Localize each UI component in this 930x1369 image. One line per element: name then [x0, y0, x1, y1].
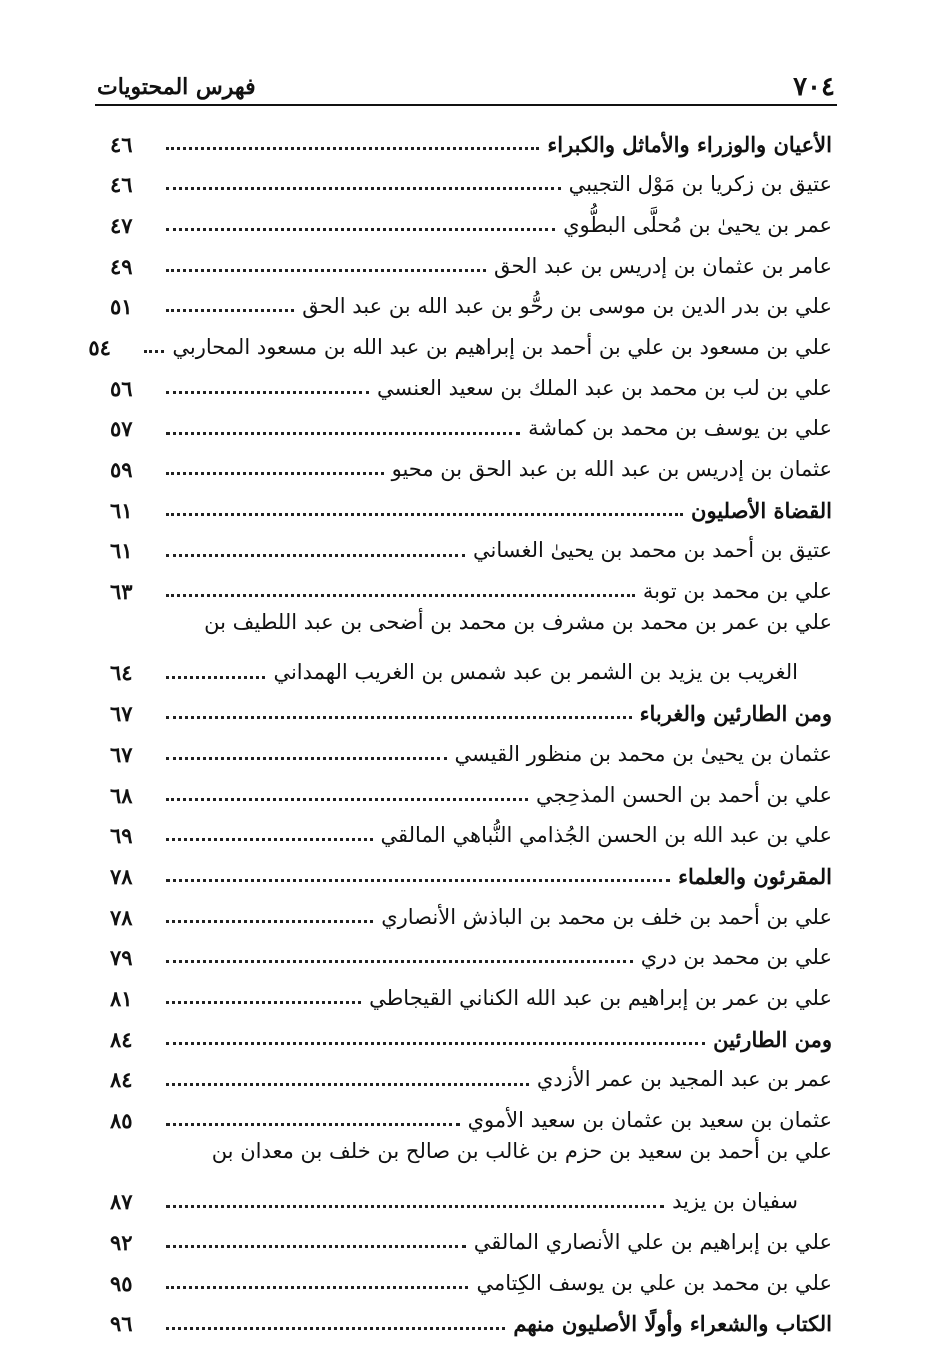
table-of-contents [88, 118, 832, 1339]
toc-entry [110, 972, 832, 1013]
dot-leader [166, 1001, 361, 1004]
toc-entry-title: علي بن عبد الله بن الحسن الجُذامي النُّباهي المالقي [380, 823, 832, 848]
toc-entry-title: علي بن بدر الدين بن موسى بن رحُّو بن عبد الله بن عبد الحق [302, 294, 832, 319]
toc-entry-title: علي بن مسعود بن علي بن أحمد بن إبراهيم بن عبد الله بن مسعود المحاربي [172, 334, 832, 359]
toc-section-heading [110, 850, 832, 891]
toc-entry-title: علي بن محمد بن توبة [642, 579, 832, 604]
toc-page-number: ٥٧ [110, 416, 133, 442]
dot-leader [166, 472, 384, 475]
toc-entry-continuation [110, 660, 798, 685]
toc-entry-title-continued: سفيان بن يزيد [672, 1189, 798, 1214]
dot-leader [166, 716, 632, 719]
toc-page-number: ٦٩ [110, 823, 133, 849]
dot-leader [166, 798, 528, 801]
toc-entry-title: عمر بن يحيىٰ بن مُحلَّى البطُّوي [563, 212, 832, 237]
toc-page-number: ٤٧ [110, 212, 133, 238]
toc-entry [110, 769, 832, 810]
toc-page-number: ٦١ [110, 538, 133, 564]
toc-entry-title: علي بن أحمد بن سعيد بن حزم بن غالب بن صالح بن خلف بن معدان بن [211, 1139, 832, 1164]
toc-page-number: ٨٤ [110, 1067, 133, 1093]
toc-entry [110, 891, 832, 932]
toc-page-number: ٦٨ [110, 782, 133, 808]
toc-page-number: ٦٧ [110, 741, 133, 767]
toc-entry [110, 932, 832, 973]
toc-entry [110, 281, 832, 322]
toc-entry-title: علي بن إبراهيم بن علي الأنصاري المالقي [473, 1230, 832, 1255]
dot-leader [166, 269, 486, 272]
dot-leader [144, 350, 164, 353]
toc-entry [110, 1257, 832, 1298]
toc-entry-title: عامر بن عثمان بن إدريس بن عبد الحق [494, 253, 832, 278]
toc-page-number: ٦٤ [110, 660, 133, 686]
toc-entry-title: عتيق بن أحمد بن محمد بن يحيىٰ الغساني [473, 538, 832, 563]
dot-leader [166, 228, 555, 231]
dot-leader [166, 676, 265, 679]
toc-entry-title: علي بن عمر بن إبراهيم بن عبد الله الكناني القيجاطي [369, 985, 832, 1010]
dot-leader [166, 879, 670, 882]
toc-page-number: ٨٧ [110, 1189, 133, 1215]
section-title: ومن الطارئين [713, 1026, 832, 1052]
toc-entry [110, 810, 832, 851]
toc-entry [110, 728, 832, 769]
header-rule [95, 104, 837, 106]
toc-entry-continuation [110, 1189, 798, 1214]
dot-leader [166, 1042, 705, 1045]
toc-page-number: ٩٥ [110, 1270, 133, 1296]
toc-entry-title: علي بن يوسف بن محمد بن كماشة [528, 416, 832, 441]
toc-entry-title: علي بن محمد بن علي بن يوسف الكِتامي [476, 1270, 832, 1295]
toc-section-heading [110, 688, 832, 729]
toc-section-heading [110, 484, 832, 525]
toc-entry-title: عثمان بن سعيد بن عثمان بن سعيد الأموي [467, 1108, 832, 1133]
toc-entry-title: عثمان بن إدريس بن عبد الله بن عبد الحق بن محيو [391, 457, 832, 481]
toc-entry [110, 403, 832, 444]
toc-entry-title: علي بن محمد بن دري [640, 945, 832, 970]
toc-entry [110, 362, 832, 403]
toc-page-number: ٨١ [110, 985, 133, 1011]
toc-entry [110, 606, 832, 687]
dot-leader [166, 1123, 460, 1126]
dot-leader [166, 1286, 468, 1289]
toc-page-number: ٩٦ [110, 1311, 133, 1337]
dot-leader [166, 147, 539, 150]
toc-section-heading [110, 1298, 832, 1339]
toc-page-number: ٦١ [110, 497, 133, 523]
toc-entry [88, 321, 832, 362]
toc-page-number: ٧٨ [110, 904, 133, 930]
dot-leader [166, 391, 369, 394]
toc-entry-title: علي بن أحمد بن الحسن المذحِجي [536, 782, 832, 807]
toc-entry-title: عتيق بن زكريا بن مَوْل التجيبي [568, 172, 832, 197]
toc-entry [110, 566, 832, 607]
toc-entry [110, 240, 832, 281]
dot-leader [166, 594, 635, 597]
toc-entry [110, 525, 832, 566]
toc-page-number: ٧٩ [110, 945, 133, 971]
toc-entry [110, 1095, 832, 1136]
toc-page-number: ٨٤ [110, 1026, 133, 1052]
dot-leader [166, 960, 633, 963]
running-title: فهرس المحتويات [97, 74, 256, 100]
section-title: الكتاب والشعراء وأولًا الأصليون منهم [513, 1311, 832, 1337]
toc-entry-title: علي بن لب بن محمد بن عبد الملك بن سعيد العنسي [377, 375, 832, 400]
dot-leader [166, 838, 373, 841]
dot-leader [166, 554, 465, 557]
toc-page-number: ٩٢ [110, 1230, 133, 1256]
toc-entry [110, 159, 832, 200]
section-title: ومن الطارئين والغرباء [639, 701, 832, 727]
toc-page-number: ٦٧ [110, 701, 133, 727]
toc-page-number: ٤٦ [110, 172, 133, 198]
section-title: المقرئون والعلماء [678, 863, 832, 889]
section-title: الأعيان والوزراء والأماثل والكبراء [547, 131, 832, 157]
toc-page-number: ٥٦ [110, 375, 133, 401]
toc-page-number: ٥٤ [88, 334, 111, 360]
toc-entry-title: عمر بن عبد المجيد بن عمر الأزدي [536, 1067, 832, 1092]
dot-leader [166, 187, 561, 190]
page-header [95, 66, 837, 106]
dot-leader [166, 757, 447, 760]
toc-entry [110, 1217, 832, 1258]
toc-entry-title-continued: الغريب بن يزيد بن الشمر بن عبد شمس بن الغريب الهمداني [273, 660, 798, 685]
toc-section-heading [110, 118, 832, 159]
dot-leader [166, 1205, 664, 1208]
dot-leader [166, 1327, 505, 1330]
dot-leader [166, 1245, 466, 1248]
dot-leader [166, 513, 683, 516]
toc-page-number: ٤٦ [110, 131, 133, 157]
section-title: القضاة الأصليون [691, 497, 832, 523]
toc-page-number: ٧٨ [110, 863, 133, 889]
dot-leader [166, 309, 294, 312]
toc-page-number: ٥١ [110, 294, 133, 320]
toc-entry-title: علي بن أحمد بن خلف بن محمد بن الباذش الأنصاري [381, 904, 832, 929]
toc-section-heading [110, 1013, 832, 1054]
page-number: ٧٠٤ [793, 72, 835, 102]
toc-entry-title: علي بن عمر بن محمد بن مشرف بن محمد بن أضحى بن عبد اللطيف بن [204, 610, 832, 635]
toc-entry [110, 1054, 832, 1095]
dot-leader [166, 432, 520, 435]
toc-page-number: ٤٩ [110, 253, 133, 279]
toc-page-number: ٥٩ [110, 457, 133, 482]
toc-page-number: ٦٣ [110, 579, 133, 605]
toc-entry [110, 199, 832, 240]
toc-page-number: ٨٥ [110, 1108, 133, 1134]
toc-entry [110, 444, 832, 485]
dot-leader [166, 1083, 529, 1086]
toc-entry [110, 1135, 832, 1216]
dot-leader [166, 920, 373, 923]
toc-entry-title: عثمان بن يحيىٰ بن محمد بن منظور القيسي [454, 741, 832, 766]
